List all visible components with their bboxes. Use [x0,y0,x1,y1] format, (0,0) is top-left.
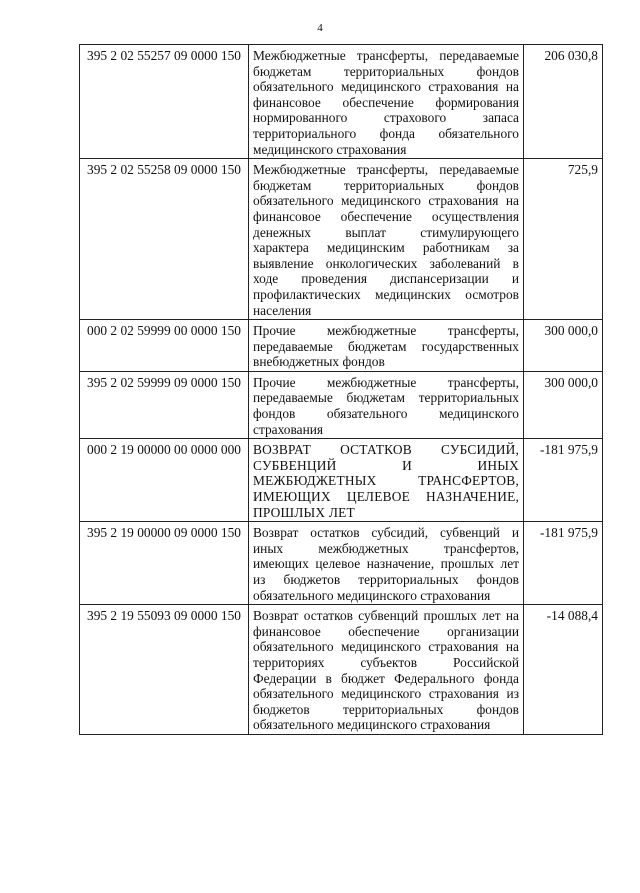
description-line: нормированного страхового запаса [253,110,519,126]
description-line: медицинского страхования [253,141,407,157]
description-line: населения [253,302,312,318]
budget-description [249,371,524,438]
budget-description [249,159,524,320]
budget-code: 395 2 19 55093 09 0000 150 [80,605,249,735]
budget-amount: 300 000,0 [524,320,603,372]
description-line: ПРОШЛЫХ ЛЕТ [253,504,355,520]
description-line: передаваемые бюджетам территориальных [253,390,519,406]
description-line: страхования [253,421,324,437]
budget-amount: -181 975,9 [524,439,603,522]
budget-description [249,45,524,159]
budget-code: 000 2 19 00000 00 0000 000 [80,439,249,522]
description-line: передаваемые бюджетам государственных [253,338,519,354]
budget-amount: 300 000,0 [524,371,603,438]
table-row [80,439,603,522]
table-row [80,159,603,320]
table-row [80,371,603,438]
budget-code: 395 2 02 55257 09 0000 150 [80,45,249,159]
budget-description [249,439,524,522]
budget-code: 395 2 19 00000 09 0000 150 [80,522,249,605]
budget-amount: 725,9 [524,159,603,320]
description-line: МЕЖБЮДЖЕТНЫХ ТРАНСФЕРТОВ, [253,473,519,489]
budget-code: 395 2 02 59999 09 0000 150 [80,371,249,438]
description-line: обязательного медицинского страхования [253,587,491,603]
description-line: бюджетам территориальных фондов [253,63,519,79]
table-row [80,522,603,605]
table-row [80,320,603,372]
table-row [80,45,603,159]
description-line: Возврат остатков субвенций прошлых лет на [253,608,519,624]
page-number: 4 [317,22,323,34]
description-line: внебюджетных фондов [253,354,385,370]
budget-amount: -181 975,9 [524,522,603,605]
description-line: финансовое обеспечение организации [253,623,519,639]
description-line: Возврат остатков субсидий, субвенций и [253,525,519,541]
description-line: из бюджетов территориальных фондов [253,572,519,587]
description-line: ВОЗВРАТ ОСТАТКОВ СУБСИДИЙ, [253,442,519,458]
description-line: профилактических медицинских осмотров [253,286,519,302]
description-line: обязательного медицинского страхования на [253,79,519,95]
description-line: финансовое обеспечение формирования [253,94,519,110]
description-line: фондов обязательного медицинского [253,406,519,422]
description-line: территориях субъектов Российской [253,654,519,670]
budget-code: 000 2 02 59999 00 0000 150 [80,320,249,372]
description-line: характера медицинским работникам за [253,240,519,256]
description-line: имеющих целевое назначение, прошлых лет [253,556,519,572]
budget-description [249,605,524,735]
description-line: обязательного медицинского страхования на [253,193,519,209]
description-line: обязательного медицинского страхования [253,717,491,733]
description-line: выявление онкологических заболеваний в [253,255,519,271]
description-line: бюджетам территориальных фондов [253,177,519,193]
description-line: обязательного медицинского страхования из [253,686,519,702]
description-line: Прочие межбюджетные трансферты, [253,323,519,339]
description-line: Межбюджетные трансферты, передаваемые [253,48,519,63]
description-line: ИМЕЮЩИХ ЦЕЛЕВОЕ НАЗНАЧЕНИЕ, [253,489,519,505]
description-line: финансовое обеспечение осуществления [253,208,519,224]
table-row [80,605,603,735]
budget-description [249,320,524,372]
description-line: территориального фонда обязательного [253,125,519,141]
budget-table [79,44,603,735]
description-line: денежных выплат стимулирующего [253,224,519,240]
budget-description [249,522,524,605]
description-line: ходе проведения диспансеризации и [253,271,519,287]
description-line: иных межбюджетных трансфертов, [253,540,519,556]
budget-amount: 206 030,8 [524,45,603,159]
description-line: бюджетов территориальных фондов [253,701,519,717]
budget-amount: -14 088,4 [524,605,603,735]
budget-code: 395 2 02 55258 09 0000 150 [80,159,249,320]
description-line: Федерации в бюджет Федерального фонда [253,670,519,686]
description-line: Прочие межбюджетные трансферты, [253,374,519,390]
description-line: обязательного медицинского страхования на [253,639,519,655]
description-line: СУБВЕНЦИЙ И ИНЫХ [253,457,519,473]
description-line: Межбюджетные трансферты, передаваемые [253,162,519,178]
